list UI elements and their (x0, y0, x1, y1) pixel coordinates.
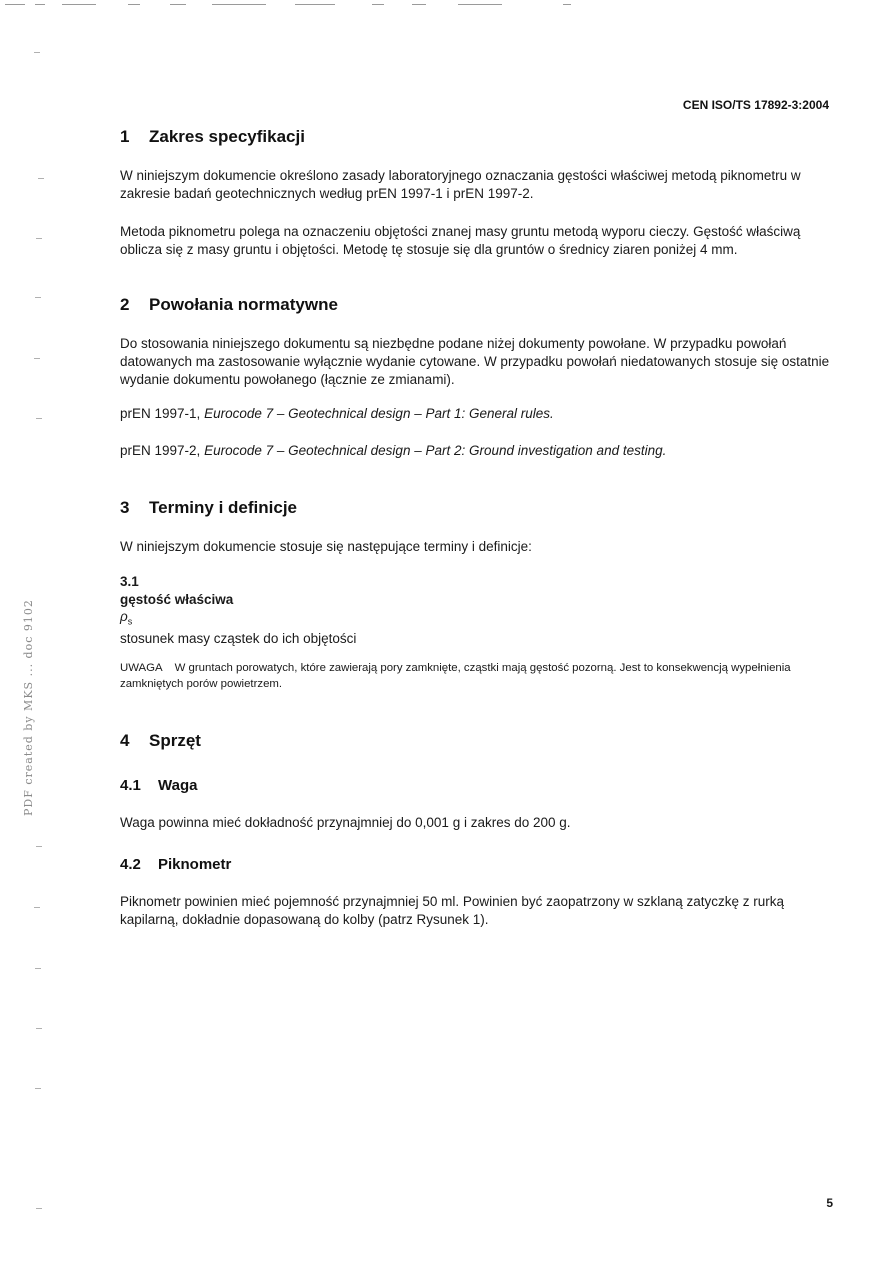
section-number: 1 (120, 127, 130, 146)
section-title: Terminy i definicje (149, 498, 298, 517)
term-entry (120, 573, 835, 648)
section-title: Zakres specyfikacji (149, 127, 305, 146)
section-1-paragraph-2: Metoda piknometru polega na oznaczeniu objętości znanej masy gruntu metodą wyporu cieczy. Gęstość właściwą oblicza się z masy gruntu i objętości. Metodę tę stosuje się dla gruntów o średnicy ziaren poniżej 4 mm. (120, 224, 801, 257)
side-stamp: PDF created by MKS ... doc 9102 (22, 599, 35, 816)
note-text: W gruntach porowatych, które zawierają pory zamknięte, cząstki mają gęstość pozorną. Jest to konsekwencją wypełnienia zamkniętych porów powietrzem. (120, 662, 791, 690)
subsection-4-2-heading (120, 856, 835, 873)
subsection-number: 4.2 (120, 856, 141, 873)
term-number: 3.1 (120, 574, 139, 589)
term-symbol: $\rho_s$ (120, 609, 133, 627)
subsection-title: Piknometr (158, 856, 232, 873)
note (120, 660, 835, 692)
scan-artifact-top (0, 0, 895, 12)
reference-title: Eurocode 7 – Geotechnical design – Part 1: General rules. (204, 406, 554, 421)
section-4-heading (120, 731, 835, 751)
section-3-heading (120, 498, 835, 518)
section-title: Sprzęt (149, 731, 201, 750)
reference-code: prEN 1997-1, (120, 406, 201, 421)
term-name: gęstość właściwa (120, 592, 234, 607)
reference-title: Eurocode 7 – Geotechnical design – Part 2: Ground investigation and testing. (204, 443, 667, 458)
page-number: 5 (826, 1196, 833, 1210)
document-code: CEN ISO/TS 17892-3:2004 (682, 98, 829, 112)
reference-1 (120, 405, 835, 423)
section-2-paragraph-1: Do stosowania niniejszego dokumentu są niezbędne podane niżej dokumenty powołane. W przypadku powołań datowanych ma zastosowanie wyłącznie wydanie cytowane. W przypadku powołań niedatowanych stosuje się ostatnie wydanie dokumentu powołanego (łącznie ze zmianami). (120, 336, 830, 387)
reference-2 (120, 442, 835, 460)
subsection-4-1-heading (120, 777, 835, 794)
section-number: 3 (120, 498, 130, 517)
subsection-4-1-text: Waga powinna mieć dokładność przynajmniej do 0,001 g i zakres do 200 g. (120, 815, 571, 830)
section-number: 2 (120, 295, 130, 314)
term-definition: stosunek masy cząstek do ich objętości (120, 630, 357, 646)
section-3-intro: W niniejszym dokumencie stosuje się następujące terminy i definicje: (120, 539, 532, 554)
subsection-title: Waga (158, 777, 198, 794)
section-1-heading (120, 127, 835, 147)
note-label: UWAGA (120, 662, 163, 674)
subsection-number: 4.1 (120, 777, 141, 794)
section-title: Powołania normatywne (149, 295, 338, 314)
section-number: 4 (120, 731, 130, 750)
section-1-paragraph-1: W niniejszym dokumencie określono zasady laboratoryjnego oznaczania gęstości właściwej metodą piknometru w zakresie badań geotechnicznych według prEN 1997-1 i prEN 1997-2. (120, 168, 801, 201)
subsection-4-2-text: Piknometr powinien mieć pojemność przynajmniej 50 ml. Powinien być zaopatrzony w szklaną zatyczkę z rurką kapilarną, dokładnie dopasowaną do kolby (patrz Rysunek 1). (120, 894, 785, 927)
reference-code: prEN 1997-2, (120, 443, 201, 458)
section-2-heading (120, 295, 835, 315)
